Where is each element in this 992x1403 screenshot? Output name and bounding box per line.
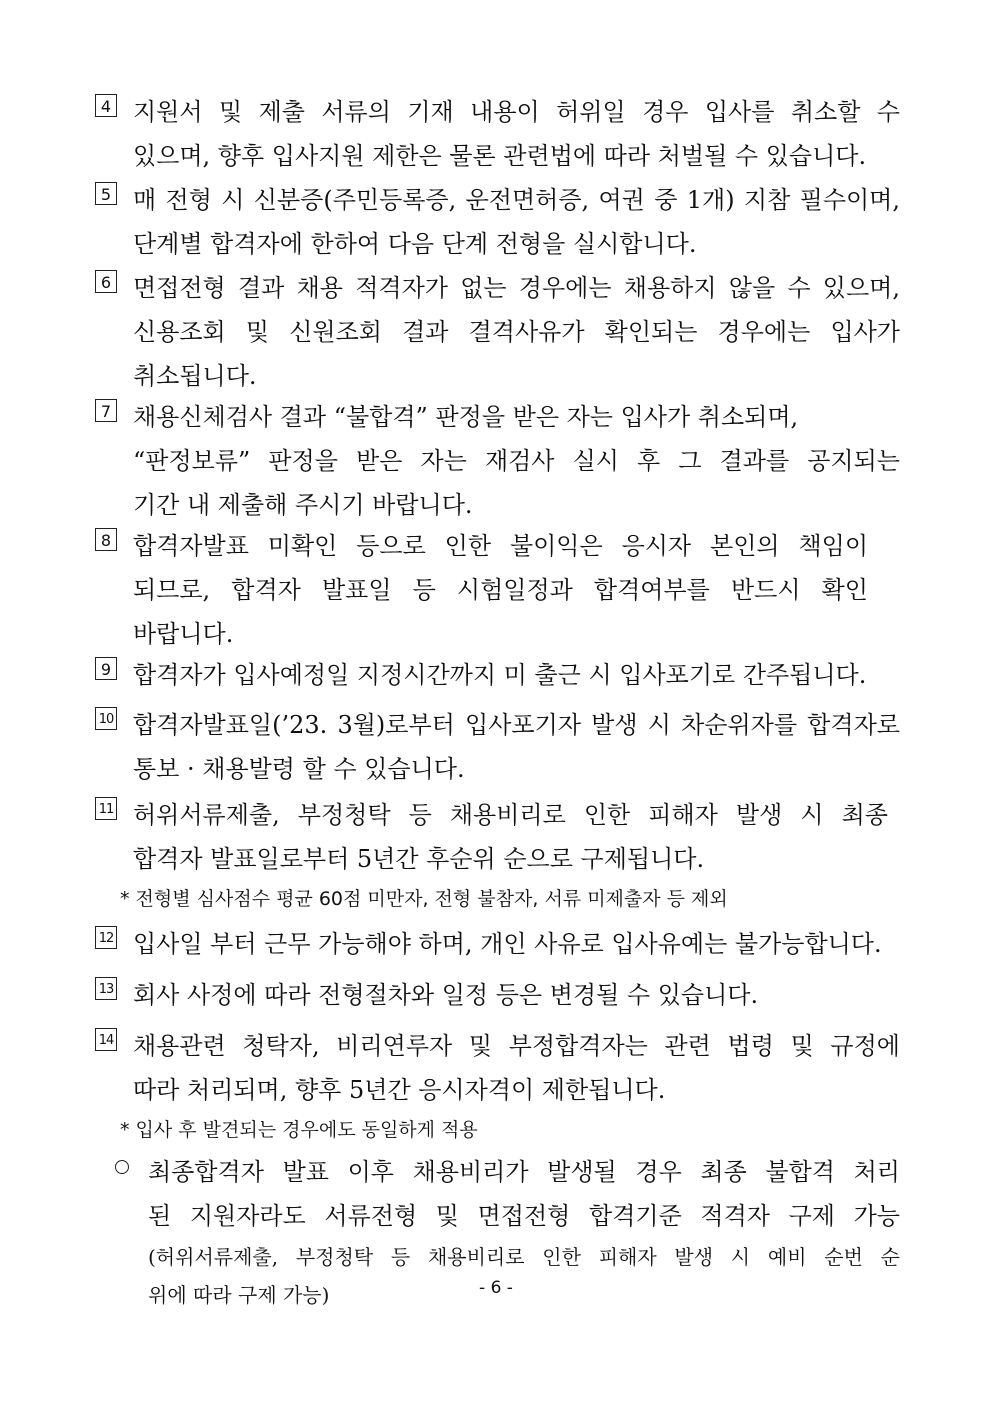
- item-text-line: 허위서류제출, 부정청탁 등 채용비리로 인한 피해자 발생 시 최종: [133, 801, 888, 829]
- item-text-line: 있으며, 향후 입사지원 제한은 물론 관련법에 따라 처벌될 수 있습니다.: [133, 142, 867, 170]
- item-number-box: 9: [95, 657, 117, 680]
- bullet-text-line: 최종합격자 발표 이후 채용비리가 발생될 경우 최종 불합격 처리: [148, 1158, 900, 1186]
- bullet-text-line: 된 지원자라도 서류전형 및 면접전형 합격기준 적격자 구제 가능: [148, 1202, 900, 1230]
- item-text-line: 되므로, 합격자 발표일 등 시험일정과 합격여부를 반드시 확인: [133, 576, 868, 604]
- item-text-line: 따라 처리되며, 향후 5년간 응시자격이 제한됩니다.: [133, 1076, 666, 1104]
- item-text-line: 채용신체검사 결과 “불합격” 판정을 받은 자는 입사가 취소되며,: [133, 403, 799, 431]
- item-text-line: 취소됩니다.: [133, 362, 257, 390]
- item-number-box: 13: [95, 977, 117, 1000]
- item-text-line: 매 전형 시 신분증(주민등록증, 운전면허증, 여권 중 1개) 지참 필수이며,: [133, 186, 900, 214]
- item-text-line: 입사일 부터 근무 가능해야 하며, 개인 사유로 입사유예는 불가능합니다.: [133, 930, 882, 958]
- item-number-box: 11: [95, 797, 117, 820]
- circle-bullet-icon: [115, 1160, 129, 1174]
- item-text-line: 면접전형 결과 채용 적격자가 없는 경우에는 채용하지 않을 수 있으며,: [133, 274, 900, 302]
- item-text-line: 기간 내 제출해 주시기 바랍니다.: [133, 491, 473, 519]
- item-number-box: 12: [95, 926, 117, 949]
- item-number-box: 6: [95, 270, 117, 293]
- item-text-line: 합격자 발표일로부터 5년간 후순위 순으로 구제됩니다.: [133, 845, 705, 873]
- item-text-line: 채용관련 청탁자, 비리연루자 및 부정합격자는 관련 법령 및 규정에: [133, 1032, 900, 1060]
- notice-item-13: [95, 973, 900, 1017]
- page-number: - 6 -: [479, 1278, 513, 1298]
- item-number-box: 4: [95, 94, 117, 117]
- item-text-line: 단계별 합격자에 한하여 다음 단계 전형을 실시합니다.: [133, 230, 697, 258]
- item-text-line: 합격자발표 미확인 등으로 인한 불이익은 응시자 본인의 책임이: [133, 532, 868, 560]
- item-text-line: 회사 사정에 따라 전형절차와 일정 등은 변경될 수 있습니다.: [133, 981, 759, 1009]
- notice-item-9: [95, 653, 900, 697]
- item-number-box: 14: [95, 1028, 117, 1051]
- item-text-line: 통보 · 채용발령 할 수 있습니다.: [133, 755, 465, 783]
- item-text-line: 합격자가 입사예정일 지정시간까지 미 출근 시 입사포기로 간주됩니다.: [133, 661, 867, 689]
- notice-item-12: [95, 922, 900, 966]
- item-text-line: 합격자발표일(’23. 3월)로부터 입사포기자 발생 시 차순위자를 합격자로: [133, 711, 900, 739]
- notice-item-11: [95, 793, 900, 881]
- item-text-line: 신용조회 및 신원조회 결과 결격사유가 확인되는 경우에는 입사가: [133, 318, 900, 346]
- notice-item-4: [95, 90, 900, 178]
- notice-item-10: [95, 703, 900, 791]
- item-14-footnote: * 입사 후 발견되는 경우에도 동일하게 적용: [120, 1119, 478, 1141]
- notice-item-14: [95, 1024, 900, 1112]
- bullet-sub-line: (허위서류제출, 부정청탁 등 채용비리로 인한 피해자 발생 시 예비 순번 순: [148, 1245, 900, 1269]
- notice-item-6: [95, 266, 900, 398]
- notice-item-8: [95, 524, 900, 656]
- bullet-sub-line: 위에 따라 구제 가능): [148, 1283, 330, 1307]
- item-11-footnote: * 전형별 심사점수 평균 60점 미만자, 전형 불참자, 서류 미제출자 등 제외: [120, 888, 728, 910]
- item-number-box: 5: [95, 182, 117, 205]
- item-number-box: 8: [95, 528, 117, 551]
- item-number-box: 7: [95, 399, 117, 422]
- item-text-line: 지원서 및 제출 서류의 기재 내용이 허위일 경우 입사를 취소할 수: [133, 98, 900, 126]
- notice-item-7: [95, 395, 900, 527]
- notice-item-5: [95, 178, 900, 266]
- item-text-line: 바랍니다.: [133, 620, 234, 648]
- item-number-box: 10: [95, 707, 117, 730]
- item-text-line: “판정보류” 판정을 받은 자는 재검사 실시 후 그 결과를 공지되는: [133, 447, 900, 475]
